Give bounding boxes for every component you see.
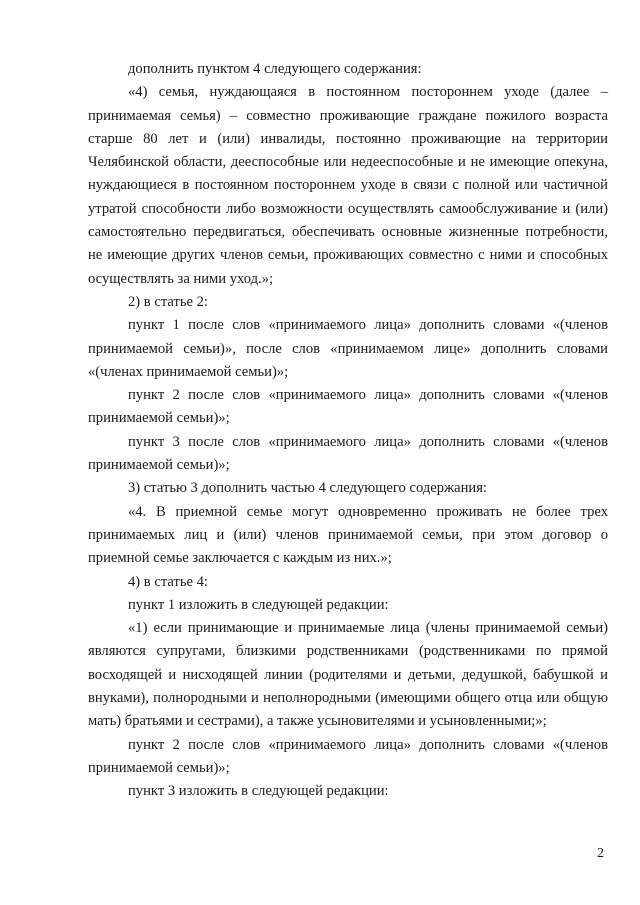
page-number: 2 (597, 846, 604, 861)
paragraph: пункт 1 после слов «принимаемого лица» дополнить словами «(членов принимаемой семьи)», после слов «принимаемом лице» дополнить словами «(членах принимаемой семьи)»; (88, 317, 608, 380)
document-body (88, 58, 608, 804)
paragraph: пункт 3 после слов «принимаемого лица» дополнить словами «(членов принимаемой семьи)»; (88, 433, 608, 474)
paragraph: «4. В приемной семье могут одновременно проживать не более трех принимаемых лиц и (или) членов принимаемой семьи, при этом договор о приемной семье заключается с каждым из них.»; (88, 503, 608, 567)
paragraph: 4) в статье 4: (128, 573, 208, 590)
paragraph: пункт 3 изложить в следующей редакции: (128, 783, 389, 800)
paragraph: «4) семья, нуждающаяся в постоянном постороннем уходе (далее – принимаемая семья) – совместно проживающие граждане пожилого возраста старше 80 лет и (или) инвалиды, постоянно проживающие на территории Челябинской области, дееспособные или недееспособные и не имеющие опекуна, нуждающиеся в постоянном постороннем уходе в связи с полной или частичной утратой способности либо возможности осуществлять самообслуживание и (или) самостоятельно передвигаться, обеспечивать основные жизненные потребности, не имеющие других членов семьи, проживающих совместно с ними и способных осуществлять за ними уход.»; (88, 84, 608, 287)
paragraph: 2) в статье 2: (128, 293, 208, 310)
paragraph: 3) статью 3 дополнить частью 4 следующего содержания: (128, 480, 487, 497)
paragraph: пункт 1 изложить в следующей редакции: (128, 596, 389, 613)
paragraph: дополнить пунктом 4 следующего содержания: (128, 61, 422, 77)
paragraph: пункт 2 после слов «принимаемого лица» дополнить словами «(членов принимаемой семьи)»; (88, 387, 608, 427)
paragraph: «1) если принимающие и принимаемые лица (члены принимаемой семьи) являются супругами, близкими родственниками (родственниками по прямой восходящей и нисходящей линии (родителями и детьми, дедушкой, бабушкой и внуками), полнородными и неполнородными (имеющими общего отца или общую мать) братьями и сестрами), а также усыновителями и усыновленными;»; (88, 620, 608, 730)
paragraph: пункт 2 после слов «принимаемого лица» дополнить словами «(членов принимаемой семьи)»; (88, 736, 608, 776)
